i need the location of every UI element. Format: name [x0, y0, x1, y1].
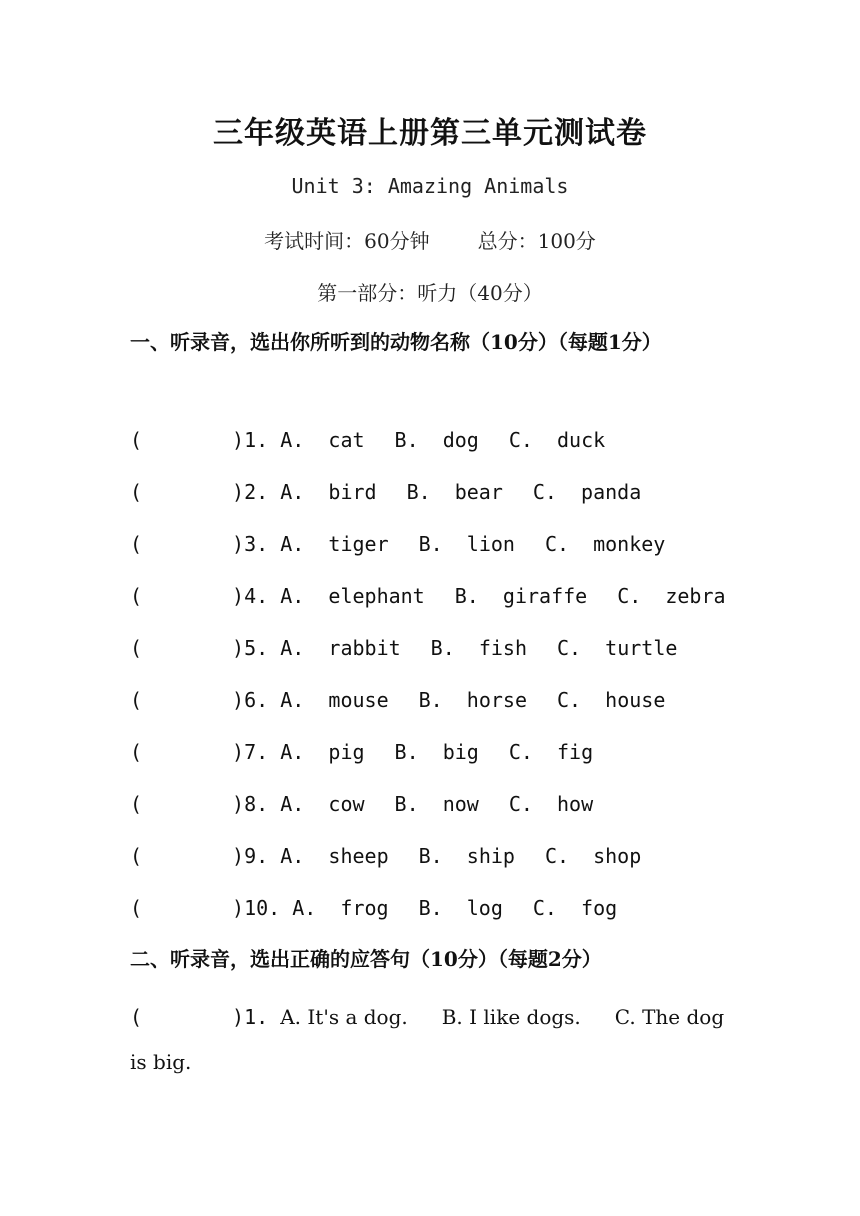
question-row: ( )1. A. cat B. dog C. duck — [130, 428, 606, 452]
question-number: 1. — [244, 428, 269, 452]
option-b: B. dog — [394, 428, 479, 452]
exam-time: 考试时间：60分钟 — [264, 229, 430, 253]
option-a: A. sheep — [280, 844, 389, 868]
question-row: ( )8. A. cow B. now C. how — [130, 792, 594, 816]
question-number: 1. — [244, 1005, 269, 1029]
question-number: 3. — [244, 532, 269, 556]
option-a: A. cat — [280, 428, 365, 452]
option-b: B. big — [394, 740, 479, 764]
option-c: C. shop — [544, 844, 642, 868]
question-row: ( )9. A. sheep B. ship C. shop — [130, 844, 642, 868]
option-a: A. tiger — [280, 532, 389, 556]
option-b: B. giraffe — [454, 584, 588, 608]
page-title: 三年级英语上册第三单元测试卷 — [213, 116, 647, 151]
option-c: C. how — [508, 792, 594, 816]
option-a: A. mouse — [280, 688, 389, 712]
total-score: 总分：100分 — [477, 229, 596, 253]
question-number: 6. — [244, 688, 269, 712]
question-number: 2. — [244, 480, 269, 504]
option-b: B. I like dogs. — [441, 1005, 581, 1029]
option-b: B. log — [418, 896, 503, 920]
option-c: C. house — [556, 688, 666, 712]
question-row: ( )5. A. rabbit B. fish C. turtle — [130, 636, 678, 660]
option-a: A. It's a dog. — [280, 1005, 408, 1029]
option-b: B. horse — [418, 688, 527, 712]
question-row: ( )4. A. elephant B. giraffe C. zebra — [130, 584, 726, 608]
question-number: 4. — [244, 584, 269, 608]
option-c: C. fig — [508, 740, 594, 764]
option-c: C. monkey — [544, 532, 666, 556]
question-row: ( )3. A. tiger B. lion C. monkey — [130, 532, 666, 556]
question-row: ( )6. A. mouse B. horse C. house — [130, 688, 666, 712]
option-a: A. elephant — [280, 584, 425, 608]
option-b: B. lion — [418, 532, 515, 556]
option-c: C. turtle — [556, 636, 678, 660]
question-row: ( )1. A. It's a dog. B. I like dogs. C. The dog is big. — [130, 1005, 725, 1074]
option-c: C. panda — [532, 480, 642, 504]
section2-heading: 二、听录音，选出正确的应答句（10分）（每题2分） — [130, 947, 602, 971]
option-b: B. fish — [430, 636, 527, 660]
option-b: B. ship — [418, 844, 515, 868]
option-a: A. frog — [292, 896, 389, 920]
part-heading: 第一部分：听力（40分） — [317, 281, 543, 305]
option-c: C. zebra — [617, 584, 726, 608]
question-row: ( )10. A. frog B. log C. fog — [130, 896, 618, 920]
question-number: 10. — [244, 896, 281, 920]
option-a: A. pig — [280, 740, 365, 764]
question-number: 8. — [244, 792, 269, 816]
option-a: A. cow — [280, 792, 365, 816]
question-number: 9. — [244, 844, 269, 868]
exam-info — [0, 225, 860, 254]
question-number: 5. — [244, 636, 269, 660]
option-c: C. The dog is big. — [130, 1005, 725, 1074]
question-row: ( )7. A. pig B. big C. fig — [130, 740, 594, 764]
question-row: ( )2. A. bird B. bear C. panda — [130, 480, 642, 504]
option-c: C. duck — [508, 428, 606, 452]
section1-heading: 一、听录音，选出你所听到的动物名称（10分）（每题1分） — [130, 330, 662, 354]
option-a: A. bird — [280, 480, 377, 504]
option-b: B. now — [394, 792, 479, 816]
option-c: C. fog — [532, 896, 618, 920]
unit-subtitle: Unit 3: Amazing Animals — [291, 174, 569, 198]
question-number: 7. — [244, 740, 269, 764]
option-a: A. rabbit — [280, 636, 401, 660]
option-b: B. bear — [406, 480, 503, 504]
